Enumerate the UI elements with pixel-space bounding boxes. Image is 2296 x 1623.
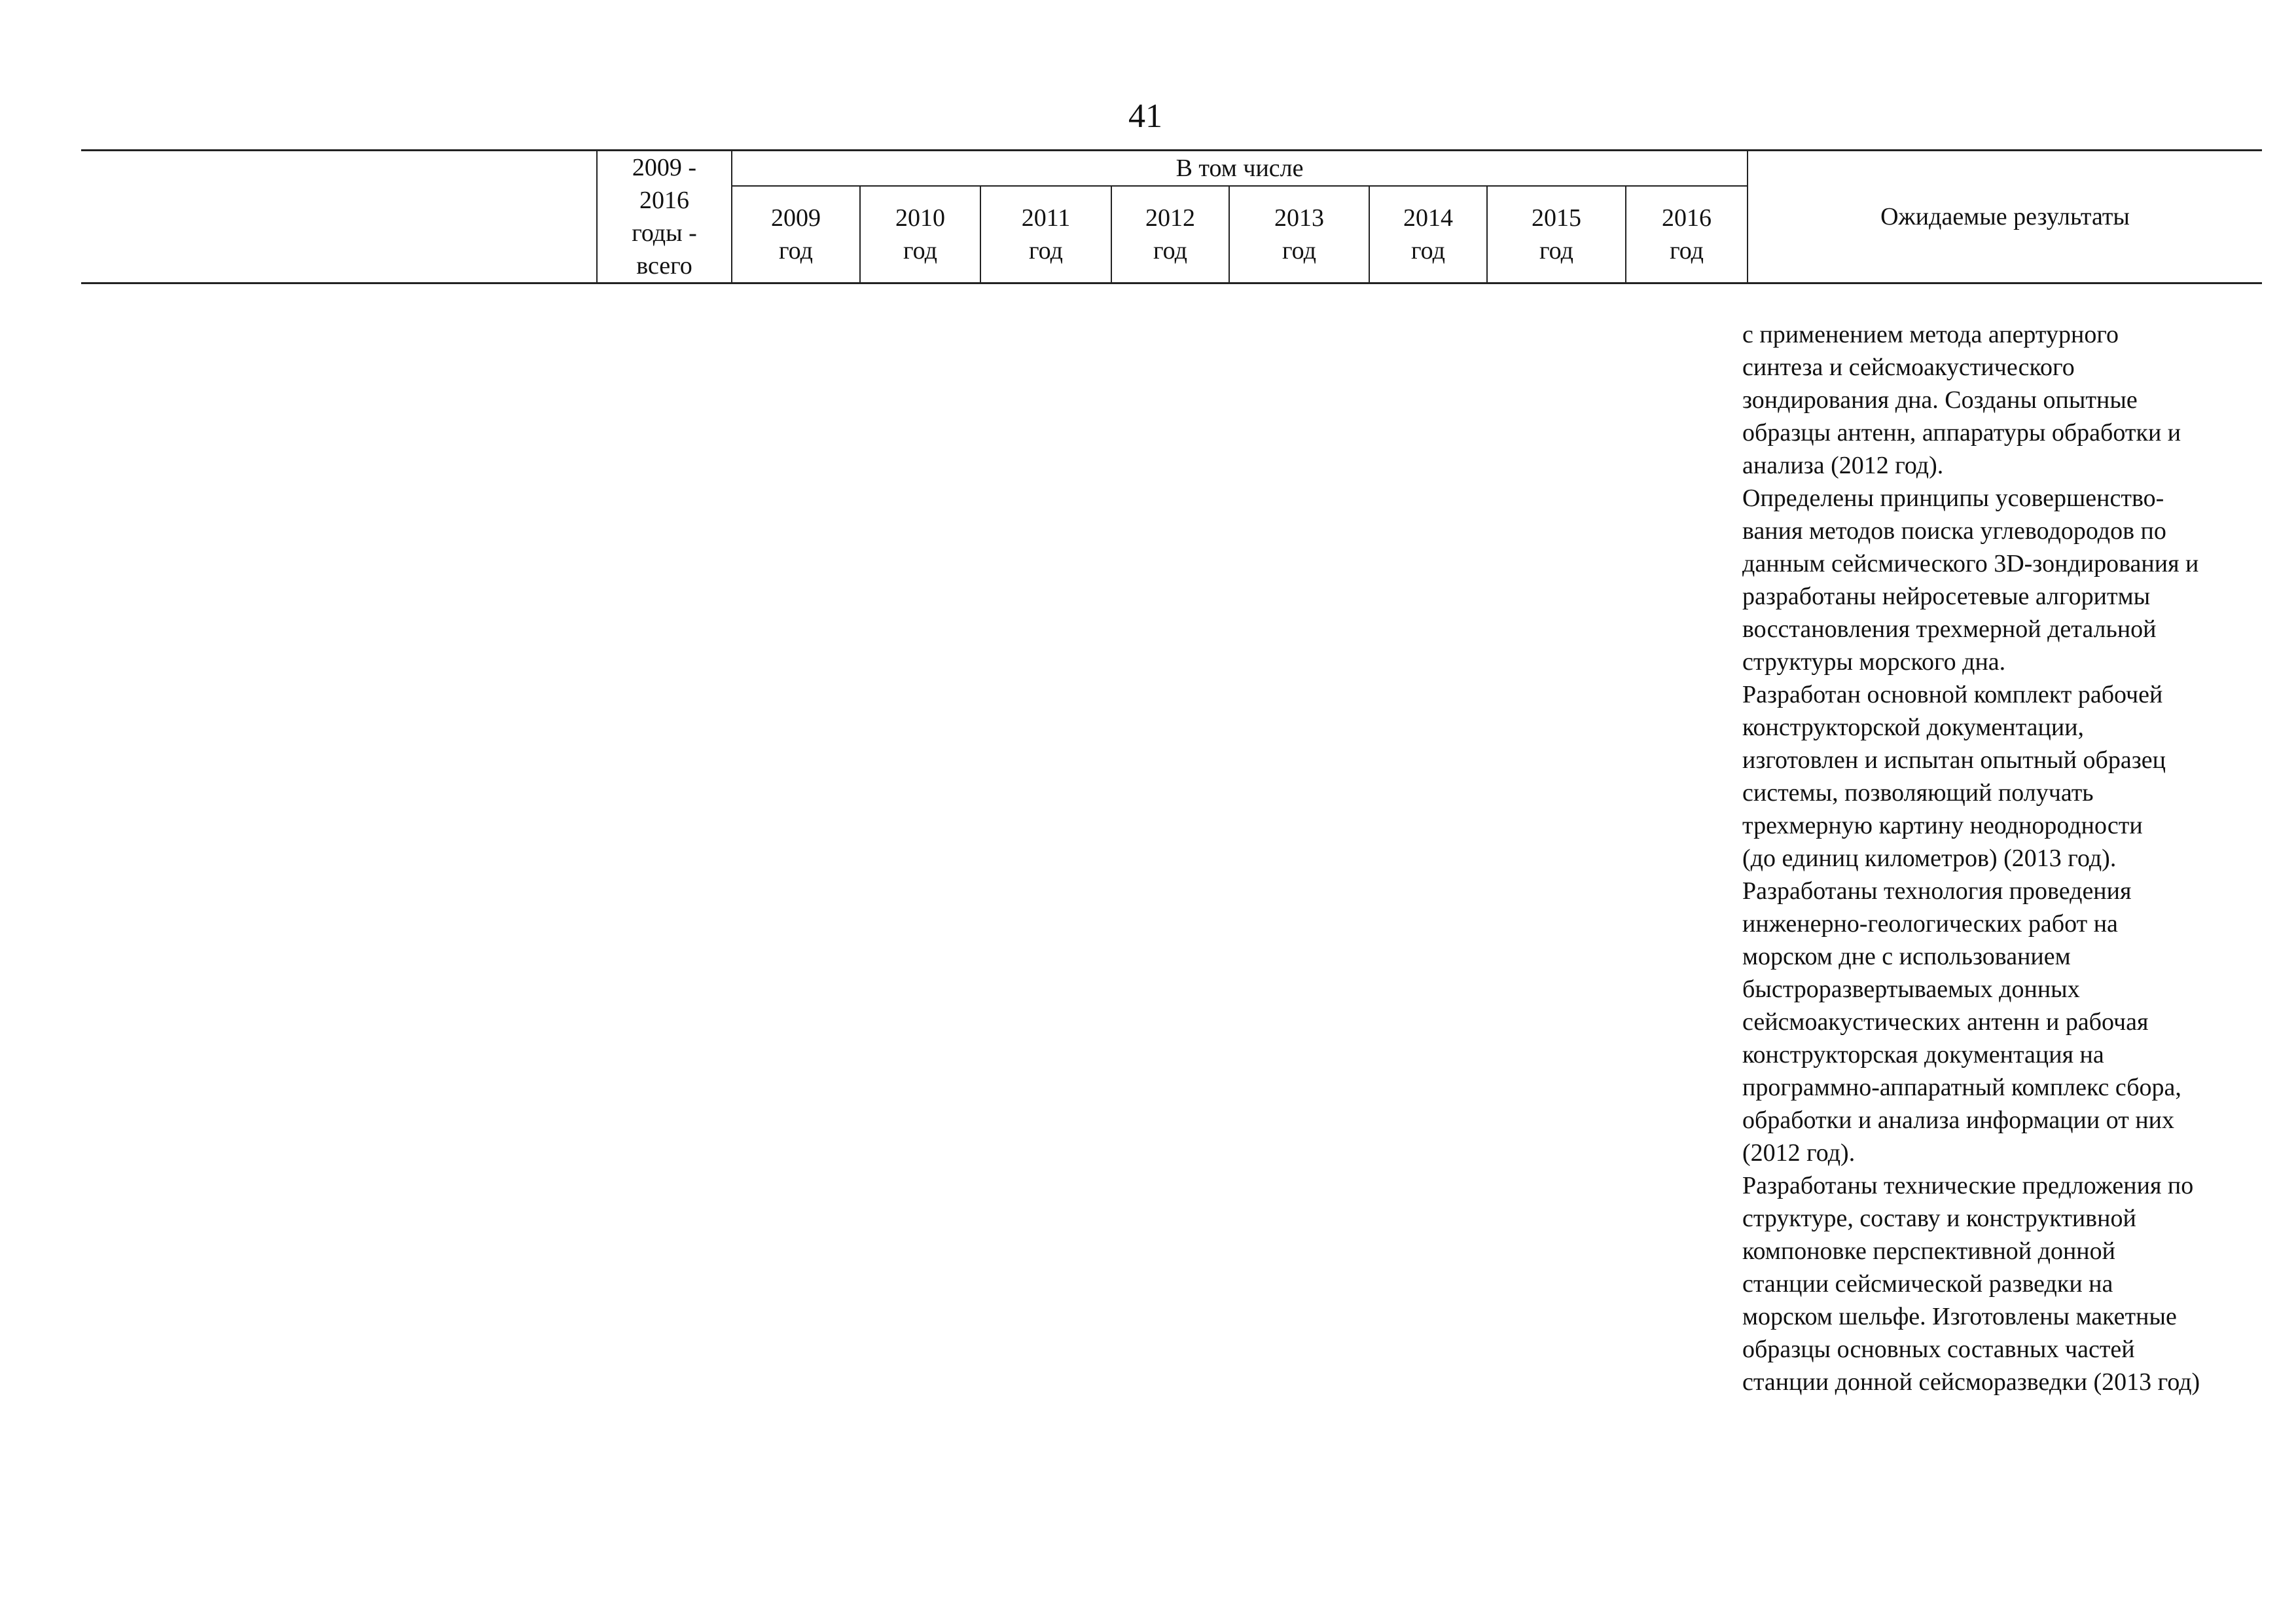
results-line: сейсмоакустических антенн и рабочая bbox=[1742, 1008, 2149, 1036]
results-line: (до единиц километров) (2013 год). bbox=[1742, 845, 2117, 872]
results-line: Разработан основной комплект рабочей bbox=[1742, 681, 2163, 708]
year-column-2009 bbox=[732, 186, 860, 283]
results-line: образцы основных составных частей bbox=[1742, 1336, 2135, 1363]
header-total-cell bbox=[597, 151, 732, 283]
header-results-label: Ожидаемые результаты bbox=[1748, 151, 2262, 283]
year-unit: год bbox=[779, 237, 813, 264]
results-paragraph bbox=[1742, 678, 2266, 875]
header-group-label: В том числе bbox=[732, 151, 1748, 187]
total-line: всего bbox=[636, 252, 692, 280]
results-line: трехмерную картину неоднородности bbox=[1742, 812, 2143, 839]
year-unit: год bbox=[1282, 237, 1316, 264]
results-line: анализа (2012 год). bbox=[1742, 452, 1944, 479]
results-line: системы, позволяющий получать bbox=[1742, 779, 2094, 807]
year-column-2013 bbox=[1229, 186, 1369, 283]
results-line: структуре, составу и конструктивной bbox=[1742, 1205, 2136, 1232]
year-column-2015 bbox=[1487, 186, 1626, 283]
year-unit: год bbox=[1539, 237, 1573, 264]
results-paragraph bbox=[1742, 318, 2266, 482]
results-line: разработаны нейросетевые алгоритмы bbox=[1742, 583, 2151, 610]
total-line: 2009 - bbox=[632, 154, 697, 181]
results-line: образцы антенн, аппаратуры обработки и bbox=[1742, 419, 2181, 447]
year-unit: год bbox=[1029, 237, 1063, 264]
results-line: компоновке перспективной донной bbox=[1742, 1237, 2115, 1265]
results-line: инженерно-геологических работ на bbox=[1742, 910, 2118, 938]
year-unit: год bbox=[1670, 237, 1704, 264]
year-label: 2009 bbox=[771, 204, 821, 232]
year-unit: год bbox=[1411, 237, 1445, 264]
results-line: Определены принципы усовершенство- bbox=[1742, 484, 2164, 512]
results-line: с применением метода апертурного bbox=[1742, 321, 2119, 348]
results-line: быстроразвертываемых донных bbox=[1742, 976, 2080, 1003]
year-label: 2015 bbox=[1532, 204, 1581, 232]
results-paragraph bbox=[1742, 482, 2266, 678]
year-label: 2016 bbox=[1662, 204, 1712, 232]
results-line: морском шельфе. Изготовлены макетные bbox=[1742, 1303, 2177, 1330]
results-line: Разработаны технология проведения bbox=[1742, 877, 2132, 905]
expected-results-text bbox=[1742, 318, 2266, 1398]
results-paragraph bbox=[1742, 875, 2266, 1169]
header-table bbox=[81, 149, 2262, 284]
year-column-2012 bbox=[1111, 186, 1229, 283]
header-blank-cell bbox=[81, 151, 597, 283]
year-column-2014 bbox=[1369, 186, 1487, 283]
results-line: (2012 год). bbox=[1742, 1139, 1856, 1167]
total-line: годы - bbox=[632, 219, 697, 247]
year-label: 2013 bbox=[1274, 204, 1324, 232]
results-line: обработки и анализа информации от них bbox=[1742, 1106, 2175, 1134]
year-label: 2011 bbox=[1021, 204, 1071, 232]
results-line: станции сейсмической разведки на bbox=[1742, 1270, 2113, 1298]
year-label: 2014 bbox=[1403, 204, 1453, 232]
results-line: Разработаны технические предложения по bbox=[1742, 1172, 2194, 1199]
results-line: изготовлен и испытан опытный образец bbox=[1742, 746, 2166, 774]
year-column-2011 bbox=[980, 186, 1111, 283]
year-label: 2010 bbox=[895, 204, 945, 232]
year-column-2016 bbox=[1626, 186, 1748, 283]
year-unit: год bbox=[1153, 237, 1187, 264]
results-line: восстановления трехмерной детальной bbox=[1742, 615, 2157, 643]
results-paragraph bbox=[1742, 1169, 2266, 1398]
results-line: синтеза и сейсмоакустического bbox=[1742, 354, 2075, 381]
results-line: структуры морского дна. bbox=[1742, 648, 2006, 676]
year-column-2010 bbox=[860, 186, 980, 283]
total-line: 2016 bbox=[639, 187, 689, 214]
page-number: 41 bbox=[1128, 98, 1162, 135]
results-line: программно-аппаратный комплекс сбора, bbox=[1742, 1074, 2181, 1101]
results-line: зондирования дна. Созданы опытные bbox=[1742, 386, 2138, 414]
results-line: вания методов поиска углеводородов по bbox=[1742, 517, 2166, 545]
year-label: 2012 bbox=[1145, 204, 1195, 232]
results-line: станции донной сейсморазведки (2013 год) bbox=[1742, 1368, 2200, 1396]
results-line: морском дне с использованием bbox=[1742, 943, 2071, 970]
results-line: конструкторской документации, bbox=[1742, 714, 2085, 741]
results-line: данным сейсмического 3D-зондирования и bbox=[1742, 550, 2199, 577]
results-line: конструкторская документация на bbox=[1742, 1041, 2104, 1068]
year-unit: год bbox=[903, 237, 937, 264]
